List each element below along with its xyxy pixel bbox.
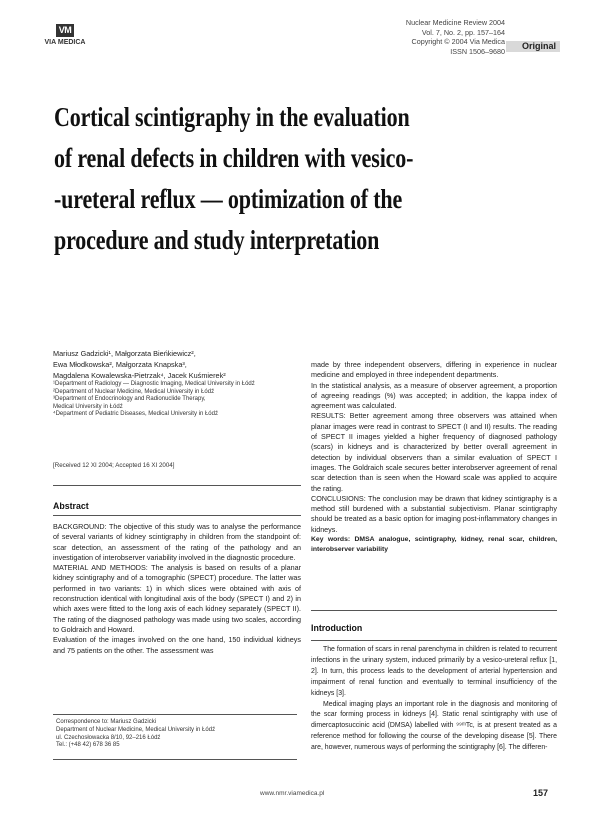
abstract-paragraph: CONCLUSIONS: The conclusion may be drawn that kidney scintigraphy is a method still burdened with a substantial subjectivism. Planar scintigraphy should be treated as a basic option for imaging post-inflammatory changes in kidneys.: [311, 493, 557, 534]
title-line: procedure and study interpretation: [54, 224, 380, 255]
footer-url: www.nmr.viamedica.pl: [260, 790, 325, 797]
introduction-heading: Introduction: [311, 623, 363, 633]
logo-text: VIA MEDICA: [44, 39, 86, 46]
correspondence-line: Tel.: (+48 42) 678 36 85: [56, 742, 120, 749]
journal-line: Nuclear Medicine Review 2004: [405, 18, 505, 27]
correspondence-line: Department of Nuclear Medicine, Medical University in Łódź: [56, 726, 216, 733]
journal-line: Vol. 7, No. 2, pp. 157–164: [421, 27, 505, 37]
divider: [311, 640, 557, 641]
title-line: -ureteral reflux — optimization of the: [54, 183, 403, 214]
logo-mark: VM: [56, 24, 74, 37]
introduction-text: [311, 645, 557, 754]
correspondence-line: ul. Czechosłowacka 8/10, 92–216 Łódź: [56, 734, 161, 741]
affiliation: ³Department of Endocrinology and Radionuclide Therapy,: [53, 396, 206, 402]
affiliation: ⁴Department of Pediatric Diseases, Medical University in Łódź: [53, 411, 218, 417]
divider: [53, 515, 301, 516]
affiliation: Medical University in Łódź: [53, 403, 123, 410]
correspondence-line: Correspondence to: Mariusz Gadzicki: [56, 719, 157, 725]
title-line: Cortical scintigraphy in the evaluation: [54, 101, 410, 132]
page-number: 157: [533, 788, 549, 798]
abstract-text-left: [53, 522, 301, 656]
intro-paragraph: Medical imaging plays an important role in the diagnosis and monitoring of the scar forming process in kidneys [4]. Static renal scintigraphy with use of dimercaptosuccinic acid (DMSA) labelled with ⁹⁹ᵐTc, is at present treated as a reference method for following the course of the developing disease [5]. There are, however, numerous ways of performing the scintigraphy [6]. The differen-: [311, 700, 557, 752]
author-line: Magdalena Kowalewska-Pietrzak⁴, Jacek Kuśmierek²: [53, 371, 226, 380]
affiliation: ¹Department of Radiology — Diagnostic Imaging, Medical University in Łódź: [53, 381, 255, 387]
section-tag: Original: [506, 41, 560, 52]
abstract-paragraph: made by three independent observers, differing in experience in nuclear medicine and employed in three independent departments.: [311, 360, 557, 380]
title-line: of renal defects in children with vesico-: [54, 142, 414, 173]
abstract-heading: Abstract: [53, 501, 89, 511]
author-line: Mariusz Gadzicki¹, Małgorzata Bieńkiewicz²,: [53, 349, 196, 358]
author-block: [53, 348, 301, 419]
abstract-paragraph: BACKGROUND: The objective of this study was to analyse the performance of several variants of kidney scintigraphy in children from the standpoint of: scar detection, an assessment of the rating of the pathology and an investigation of interobserver variability involved in the diagnostic procedure.: [53, 522, 301, 562]
author-line: Ewa Młodkowska², Małgorzata Knapska³,: [53, 360, 187, 369]
divider: [53, 485, 301, 486]
divider: [311, 610, 557, 611]
correspondence-box: [53, 714, 297, 760]
publisher-logo: [40, 24, 90, 47]
abstract-paragraph: RESULTS: Better agreement among three observers was attained when planar images were read in contrast to SPECT (I and II) results. The reading of SPECT II images yielded a higher frequency of diagnosed pathology (scars) in kidneys and is characterized by better overall agreement in detection by individual observers than a similar evaluation of SPECT I images. The Goldraich scale secures better interobserver agreement of renal scar detection than is seen when the Howard scale was applied to acquire the rating.: [311, 411, 557, 493]
received-dates: [Received 12 XI 2004; Accepted 16 XI 2004]: [53, 462, 175, 469]
journal-line: Copyright © 2004 Via Medica: [411, 37, 505, 46]
journal-line: ISSN 1506–9680: [450, 46, 505, 56]
intro-paragraph: The formation of scars in renal parenchyma in children is related to recurrent infections in the urinary system, induced primarily by a vesico-ureteral reflux [1, 2]. In turn, this process leads to the development of arterial hypertension and impairment of renal function and eventually to terminal insufficiency of the kidneys [3].: [311, 646, 557, 697]
abstract-paragraph: Evaluation of the images involved on the one hand, 150 individual kidneys and 75 patients on the other. The assessment was: [53, 635, 301, 655]
keywords: Key words: DMSA analogue, scintigraphy, kidney, renal scar, children, interobserver variability: [311, 536, 557, 554]
abstract-paragraph: In the statistical analysis, as a measure of observer agreement, a proportion of agreeing readings (%) was accepted; in addition, the kappa index of agreement was calculated.: [311, 380, 557, 411]
abstract-text-right: [311, 360, 557, 556]
abstract-paragraph: MATERIAL AND METHODS: The analysis is based on results of a planar kidney scintigraphy and of a tomographic (SPECT) procedure. The latter was performed in two variants: 1) in which slices were obtained with axis of reconstruction identical with longitudinal axis of the body (SPECT I) and 2) in which axes were fitted to the long axis of each kidney separately (SPECT II). The rating of the diagnosed pathology was made using two scales, according to Goldraich and Howard.: [53, 563, 301, 634]
affiliation: ²Department of Nuclear Medicine, Medical University in Łódź: [53, 388, 215, 395]
article-title: [54, 96, 454, 260]
journal-info: [406, 18, 505, 56]
